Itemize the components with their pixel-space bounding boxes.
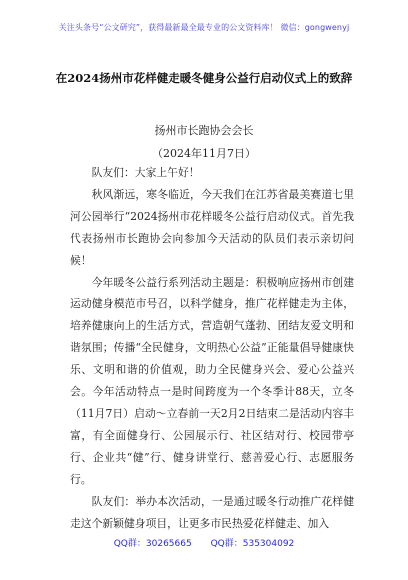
document-title: 在2024扬州市花样健走暖冬健身公益行启动仪式上的致辞 bbox=[55, 71, 353, 85]
greeting-paragraph: 队友们：大家上午好！ bbox=[91, 166, 200, 179]
body-paragraph: 今年暖冬公益行系列活动主题是：积极响应扬州市创建运动健身模范市号召，以科学健身，推广花样健走为主体，培养健康向上的生活方式，营造朝气蓬勃、团结友爱文明和谐氛围；传播“全民健身，文明热心公益”正能量倡导健康快乐、文明和谐的价值观，助力全民健身兴会、爱心公益兴会。今年活动特点一是时间跨度为一个冬季计88天，立冬（11月7日）启动～立春前一天2月2日结束二是活动内容丰富，有全面健身行、公园展示行、社区结对行、校园带亭行、企业共“健”行、健身讲堂行、慈善爱心行、志愿服务行。 bbox=[70, 275, 354, 486]
author-line: 扬州市长跑协会会长 bbox=[154, 124, 254, 137]
header-promo-note: 关注头条号“公文研究”，获得最新最全最专业的公文资料库！ 微信：gongwenyj bbox=[58, 23, 350, 32]
footer-qq-group-1: QQ群：30265665 bbox=[113, 539, 192, 549]
body-paragraph: 秋风渐远，寒冬临近，今天我们在江苏省最美赛道七里河公园举行“2024扬州市花样暖冬公益行启动仪式。首先我代表扬州市长跑协会向参加今天活动的队员们表示亲切问候！ bbox=[70, 187, 354, 267]
body-paragraph: 队友们：举办本次活动，一是通过暖冬行动推广花样健走这个新颖健身项目，让更多市民热爱花样健走、加入 bbox=[70, 494, 354, 530]
footer-qq-group-2: QQ群：535304092 bbox=[210, 539, 295, 549]
footer-qq-groups bbox=[0, 536, 408, 549]
date-line: （2024年11月7日） bbox=[152, 147, 256, 160]
document-body bbox=[70, 162, 354, 534]
